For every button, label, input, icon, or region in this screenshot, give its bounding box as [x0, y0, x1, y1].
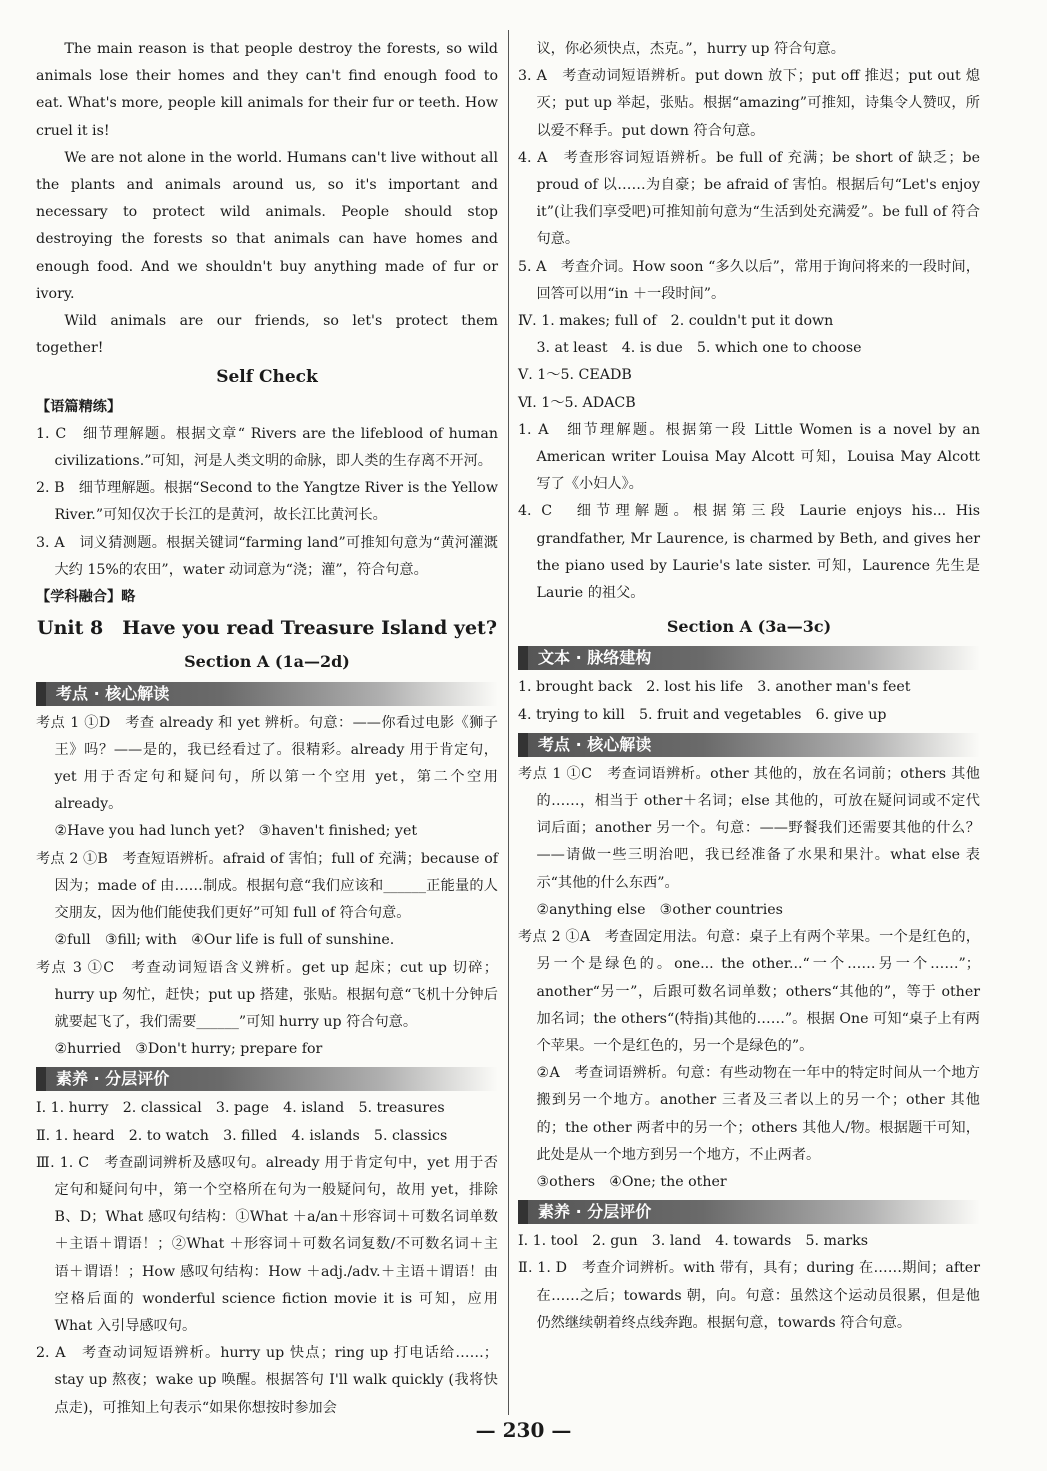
essay-paragraph: Wild animals are our friends, so let's protect them together!: [36, 313, 498, 357]
eval-line: Ⅱ. 1. heard 2. to watch 3. filled 4. islands 5. classics: [36, 1127, 448, 1144]
section-banner: [518, 646, 980, 670]
answer-item: 4. A 考查形容词短语辨析。be full of 充满；be short of 缺乏；be proud of 以……为自豪；be afraid of 害怕。根据后句“Let's enjoy it”(让我们享受吧)可推知前句意为“生活到处充满爱”。be full of 符合句意。: [518, 149, 980, 248]
unit-title: Unit 8 Have you read Treasure Island yet?: [37, 617, 497, 640]
eval-line: Ⅴ. 1～5. CEADB: [518, 367, 632, 384]
section-banner: [518, 733, 980, 757]
eval-item: Ⅲ. 1. C 考查副词辨析及感叹句。already 用于肯定句中，yet 用于否定句和疑问句中，第一个空格所在句为一般疑问句，故用 yet，排除 B、D；What 感叹句结构：①What ＋a/an＋形容词＋可数名词单数＋主语＋谓语！；②What ＋形容词＋可数名词复数/不可数名词＋主语＋谓语！；How 感叹句结构：How ＋adj./adv.＋主语＋谓语！由空格后面的 wonderful science fiction movie it is 可知，应用 What 入引导感叹句。: [36, 1154, 498, 1334]
answer-item: 1. A 细节理解题。根据第一段 Little Women is a novel by an American writer Louisa May Alcott 可知，Louisa May Alcott 写了《小妇人》。: [518, 421, 980, 493]
answer-item: 1. C 细节理解题。根据文章“ Rivers are the lifeblood of human civilizations.”可知，河是人类文明的命脉，即人类的生存离不开河。: [36, 425, 498, 470]
answer-item: 5. A 考查介词。How soon “多久以后”，常用于询问将来的一段时间，回答可以用“in ＋一段时间”。: [518, 258, 980, 302]
eval-line: Ⅳ. 1. makes; full of 2. couldn't put it down: [518, 313, 834, 330]
banner-label: 素养 · 分层评价: [56, 1069, 170, 1089]
self-check-title: Self Check: [216, 367, 318, 388]
eval-line: Ⅵ. 1～5. ADACB: [518, 394, 636, 411]
key-point-answer: ②Have you had lunch yet? ③haven't finished; yet: [54, 823, 418, 840]
banner-label: 考点 · 核心解读: [56, 683, 170, 703]
continued-text: 议，你必须快点，杰克。”，hurry up 符合句意。: [536, 41, 845, 57]
key-point-answer: ②anything else ③other countries: [536, 901, 783, 918]
right-column: [518, 36, 980, 1337]
column-divider: [508, 30, 509, 1415]
key-point-answer: ②hurried ③Don't hurry; prepare for: [54, 1041, 323, 1058]
text-structure-line: 1. brought back 2. lost his life 3. another man's feet: [518, 679, 911, 696]
section-banner: [518, 1200, 980, 1224]
eval-line: Ⅰ. 1. hurry 2. classical 3. page 4. island 5. treasures: [36, 1100, 445, 1117]
page-number: — 230 —: [475, 1418, 572, 1442]
banner-label: 素养 · 分层评价: [538, 1202, 652, 1222]
eval-item: 2. A 考查动词短语辨析。hurry up 快点；ring up 打电话给……；stay up 熬夜；wake up 唤醒。根据答句 I'll walk quickly (我将快点走)，可推知上句表示“如果你想按时参加会: [36, 1345, 498, 1416]
eval-line: Ⅰ. 1. tool 2. gun 3. land 4. towards 5. marks: [518, 1233, 869, 1250]
key-point: ②A 考查词语辨析。句意：有些动物在一年中的特定时间从一个地方搬到另一个地方。another 三者及三者以上的另一个；other 其他的；the other 两者中的另一个；others 其他人/物。根据题干可知，此处是从一个地方到另一个地方，不止两者。: [536, 1065, 980, 1163]
eval-line: 3. at least 4. is due 5. which one to choose: [536, 340, 862, 357]
answer-item: 3. A 考查动词短语辨析。put down 放下；put off 推迟；put out 熄灭；put up 举起，张贴。根据“amazing”可推知，诗集令人赞叹，所以爱不释手。put down 符合句意。: [518, 68, 980, 139]
banner-label: 文本 · 脉络建构: [538, 648, 652, 668]
essay-paragraph: The main reason is that people destroy the forests, so wild animals lose their homes and they can't find enough food to eat. What's more, people kill animals for their fur or teeth. How cruel it is!: [36, 41, 498, 139]
essay-paragraph: We are not alone in the world. Humans can't live without all the plants and animals around us, so it's important and necessary to protect wild animals. People should stop destroying the forests so that animals can have homes and enough food. And we shouldn't buy anything made of fur or ivory.: [36, 149, 498, 302]
answer-item: 2. B 细节理解题。根据“Second to the Yangtze River is the Yellow River.”可知仅次于长江的是黄河，故长江比黄河长。: [36, 480, 498, 524]
answer-item: 4. C 细节理解题。根据第三段 Laurie enjoys his... His grandfather, Mr Laurence, is charmed by Beth, and gives her the piano used by Laurie's late sister. 可知，Laurence 先生是 Laurie 的祖父。: [518, 503, 980, 602]
section-banner: [36, 1067, 498, 1091]
key-point: 考点 1 ①D 考查 already 和 yet 辨析。句意：——你看过电影《狮子王》吗？——是的，我已经看过了。很精彩。already 用于肯定句，yet 用于否定句和疑问句，所以第一个空用 yet，第二个空用 already。: [36, 714, 498, 813]
key-point-answer: ③others ④One; the other: [536, 1173, 727, 1190]
reading-label: 【语篇精练】: [36, 398, 122, 415]
text-structure-line: 4. trying to kill 5. fruit and vegetables 6. give up: [518, 706, 887, 723]
banner-label: 考点 · 核心解读: [538, 734, 652, 754]
key-point: 考点 3 ①C 考查动词短语含义辨析。get up 起床；cut up 切碎；hurry up 匆忙，赶快；put up 搭建，张贴。根据句意“飞机十分钟后就要起飞了，我们需要______”可知 hurry up 符合句意。: [36, 959, 498, 1030]
section-banner: [36, 682, 498, 706]
answer-item: 3. A 词义猜测题。根据关键词“farming land”可推知句意为“黄河灌溉大约 15%的农田”，water 动词意为“浇；灌”，符合句意。: [36, 534, 498, 578]
left-column: [36, 36, 498, 1422]
key-point: 考点 2 ①A 考查固定用法。句意：桌子上有两个苹果。一个是红色的，另一个是绿色的。one... the other...“一个……另一个……”；another“另一”，后跟可数名词单数；others“其他的”，等于 other 加名词；the others“(特指)其他的……”。根据 One 可知“桌子上有两个苹果。一个是红色的，另一个是绿色的”。: [518, 929, 980, 1054]
key-point: 考点 1 ①C 考查词语辨析。other 其他的，放在名词前；others 其他的……，相当于 other＋名词；else 其他的，可放在疑问词或不定代词后面；another 另一个。句意：——野餐我们还需要其他的什么？——请做一些三明治吧，我已经准备了水果和果汁。what else 表示“其他的什么东西”。: [518, 765, 980, 891]
section-title: Section A (1a—2d): [184, 652, 350, 672]
key-point: 考点 2 ①B 考查短语辨析。afraid of 害怕；full of 充满；because of 因为；made of 由……制成。根据句意“我们应该和______正能量的人交朋友，因为他们能使我们更好”可知 full of 符合句意。: [36, 850, 498, 922]
section-title: Section A (3a—3c): [666, 617, 832, 637]
key-point-answer: ②full ③fill; with ④Our life is full of sunshine.: [54, 932, 395, 949]
eval-item: Ⅱ. 1. D 考查介词辨析。with 带有，具有；during 在……期间；after 在……之后；towards 朝，向。句意：虽然这个运动员很累，但是他仍然继续朝着终点线奔跑。根据句意，towards 符合句意。: [518, 1260, 980, 1331]
fusion-label: 【学科融合】略: [36, 589, 136, 606]
